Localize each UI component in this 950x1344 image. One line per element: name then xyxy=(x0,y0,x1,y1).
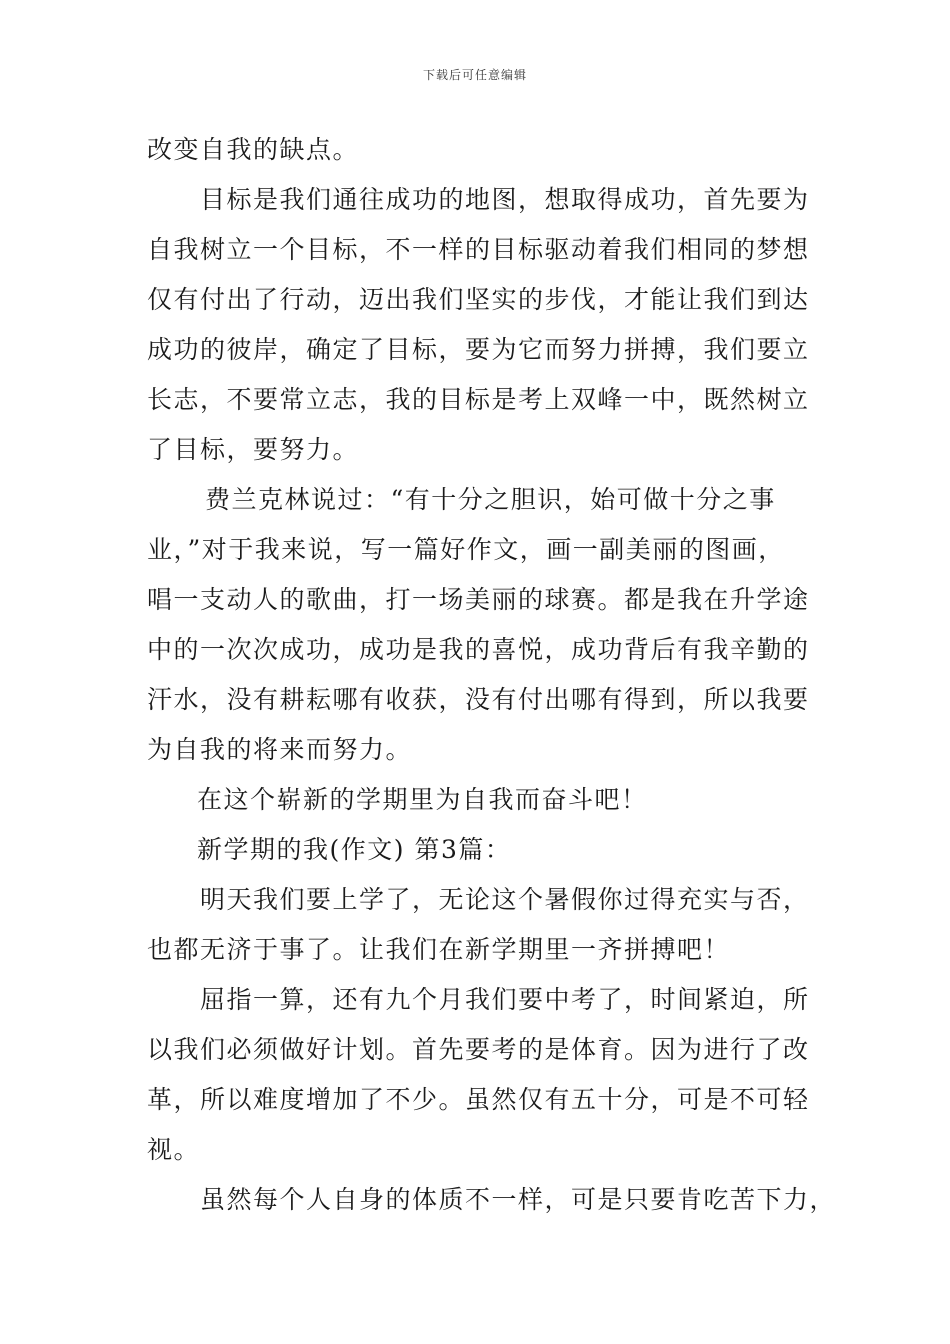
page-header: 下载后可任意编辑 xyxy=(422,68,527,82)
text-line: 业，”对于我来说，写一篇好作文，画一副美丽的图画， xyxy=(147,535,785,564)
text-line: 成功的彼岸，确定了目标，要为它而努力拼搏，我们要立 xyxy=(147,335,810,364)
text-line: 唱一支动人的歌曲，打一场美丽的球赛。都是我在升学途 xyxy=(147,585,810,614)
text-line: 长志，不要常立志，我的目标是考上双峰一中，既然树立 xyxy=(147,385,810,414)
text-line: 仅有付出了行动，迈出我们坚实的步伐，才能让我们到达 xyxy=(147,285,810,314)
text-line: 视。 xyxy=(147,1135,201,1164)
text-line: 汗水，没有耕耘哪有收获，没有付出哪有得到，所以我要 xyxy=(147,685,810,714)
text-line: 以我们必须做好计划。首先要考的是体育。因为进行了改 xyxy=(147,1035,810,1064)
text-line: 在这个崭新的学期里为自我而奋斗吧！ xyxy=(197,785,648,814)
text-line: 也都无济于事了。让我们在新学期里一齐拼搏吧！ xyxy=(147,935,731,964)
text-line: 了目标，要努力。 xyxy=(147,435,360,464)
text-line: 屈指一算，还有九个月我们要中考了，时间紧迫，所 xyxy=(200,985,810,1014)
text-line: 革，所以难度增加了不少。虽然仅有五十分，可是不可轻 xyxy=(147,1085,810,1114)
text-line: 改变自我的缺点。 xyxy=(147,135,360,164)
text-line: 虽然每个人自身的体质不一样，可是只要肯吃苦下力， xyxy=(200,1185,837,1214)
text-line: 中的一次次成功，成功是我的喜悦，成功背后有我辛勤的 xyxy=(147,635,810,664)
text-line: 目标是我们通往成功的地图，想取得成功，首先要为 xyxy=(200,185,810,214)
section-heading: 新学期的我(作文) 第3篇： xyxy=(197,835,512,864)
text-line: 费兰克林说过：“有十分之胆识，始可做十分之事 xyxy=(205,485,776,514)
text-line: 自我树立一个目标，不一样的目标驱动着我们相同的梦想 xyxy=(147,235,810,264)
text-line: 为自我的将来而努力。 xyxy=(147,735,413,764)
text-line: 明天我们要上学了，无论这个暑假你过得充实与否， xyxy=(200,885,810,914)
